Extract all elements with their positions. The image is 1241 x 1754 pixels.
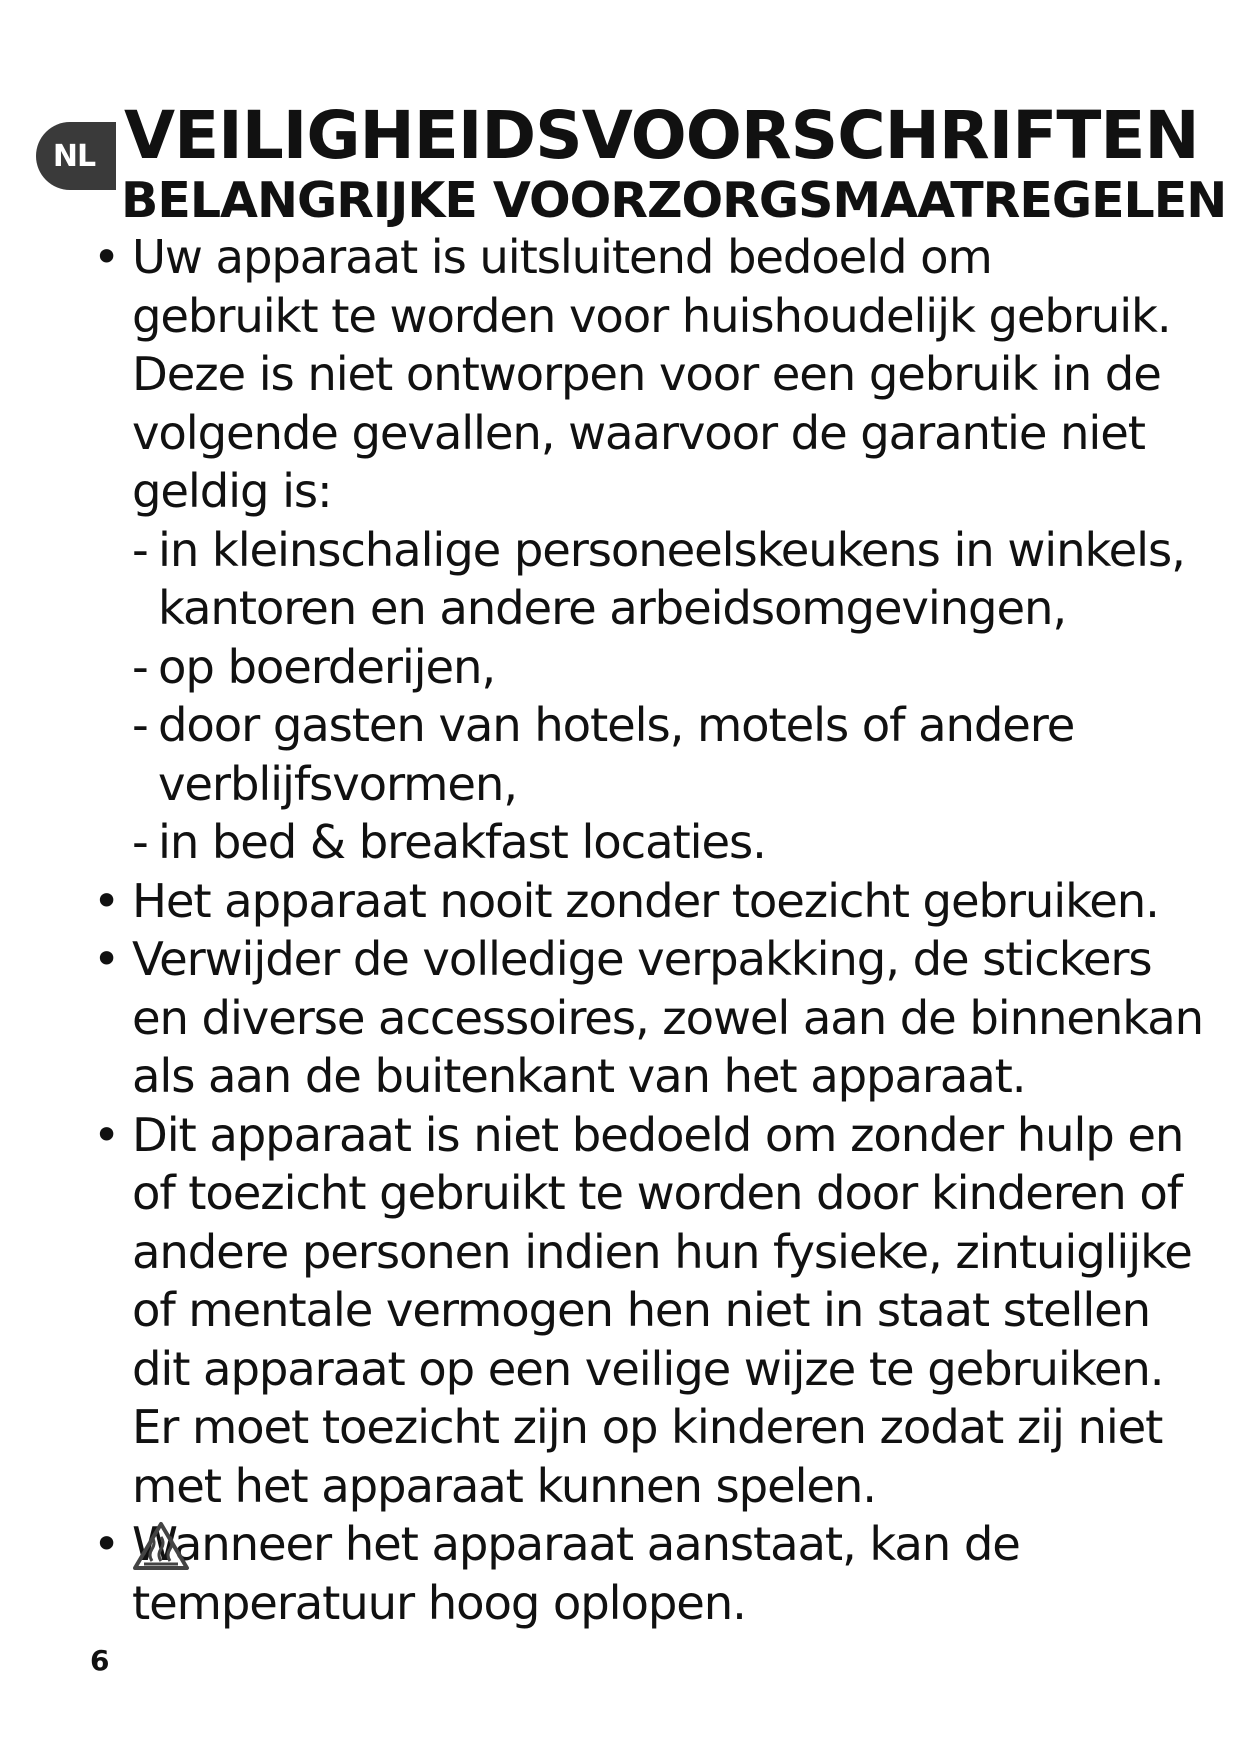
item-text-line: gebruikt te worden voor huishoudelijk gebruik.	[132, 288, 1171, 343]
dash-marker: -	[132, 815, 148, 869]
list-item	[90, 228, 1210, 872]
subitem-text-line: door gasten van hotels, motels of andere	[158, 698, 1075, 752]
language-badge: NL	[36, 122, 116, 190]
bullet-icon: •	[92, 873, 120, 928]
list-item	[90, 872, 1210, 931]
item-text-line: Verwijder de volledige verpakking, de stickers	[132, 932, 1152, 986]
sub-list-item	[90, 521, 1210, 638]
hot-surface-warning-icon	[132, 1521, 190, 1571]
item-text-line: temperatuur hoog oplopen.	[132, 1575, 746, 1630]
list-item	[90, 1515, 1210, 1632]
sub-list-item	[90, 638, 1210, 697]
sub-list-item	[90, 813, 1210, 872]
item-text-line: Dit apparaat is niet bedoeld om zonder hulp en	[132, 1107, 1184, 1162]
bullet-icon: •	[92, 230, 120, 284]
bullet-icon: •	[92, 1517, 120, 1571]
dash-marker: -	[132, 639, 148, 694]
subitem-text-line: in kleinschalige personeelskeukens in winkels,	[158, 522, 1185, 577]
item-text-line: Het apparaat nooit zonder toezicht gebruiken.	[132, 873, 1159, 928]
item-text-line: geldig is:	[132, 464, 332, 518]
sub-list	[90, 521, 1210, 872]
subitem-text-line: verblijfsvormen,	[158, 756, 517, 811]
item-text-line: of toezicht gebruikt te worden door kinderen of	[132, 1166, 1182, 1220]
dash-marker: -	[132, 522, 148, 577]
item-text-line: andere personen indien hun fysieke, zintuiglijke	[132, 1224, 1192, 1279]
safety-instructions-list	[90, 228, 1210, 1632]
subitem-text-line: kantoren en andere arbeidsomgevingen,	[158, 581, 1067, 635]
item-text-line: volgende gevallen, waarvoor de garantie niet	[132, 405, 1145, 460]
page-title: VEILIGHEIDSVOORSCHRIFTEN	[124, 97, 1199, 174]
item-text-line: en diverse accessoires, zowel aan de binnenkan	[132, 990, 1203, 1045]
section-subtitle: BELANGRIJKE VOORZORGSMAATREGELEN	[121, 172, 1227, 229]
item-text-line: Deze is niet ontworpen voor een gebruik in de	[132, 347, 1161, 401]
item-text-line: Wanneer het apparaat aanstaat, kan de	[132, 1517, 1020, 1571]
sub-list-item	[90, 696, 1210, 813]
item-text-line: met het apparaat kunnen spelen.	[132, 1458, 876, 1513]
item-text-line: of mentale vermogen hen niet in staat stellen	[132, 1283, 1151, 1337]
page-number: 6	[90, 1644, 110, 1677]
bullet-icon: •	[92, 932, 120, 986]
bullet-icon: •	[92, 1107, 120, 1162]
item-text-line: als aan de buitenkant van het apparaat.	[132, 1049, 1026, 1103]
subitem-text-line: op boerderijen,	[158, 639, 496, 694]
item-text-line: Er moet toezicht zijn op kinderen zodat zij niet	[132, 1400, 1163, 1454]
list-item	[90, 930, 1210, 1106]
item-text-line: dit apparaat op een veilige wijze te gebruiken.	[132, 1341, 1164, 1396]
list-item	[90, 1106, 1210, 1516]
item-text-line: Uw apparaat is uitsluitend bedoeld om	[132, 230, 992, 284]
subitem-text-line: in bed & breakfast locaties.	[158, 815, 766, 869]
dash-marker: -	[132, 698, 148, 752]
